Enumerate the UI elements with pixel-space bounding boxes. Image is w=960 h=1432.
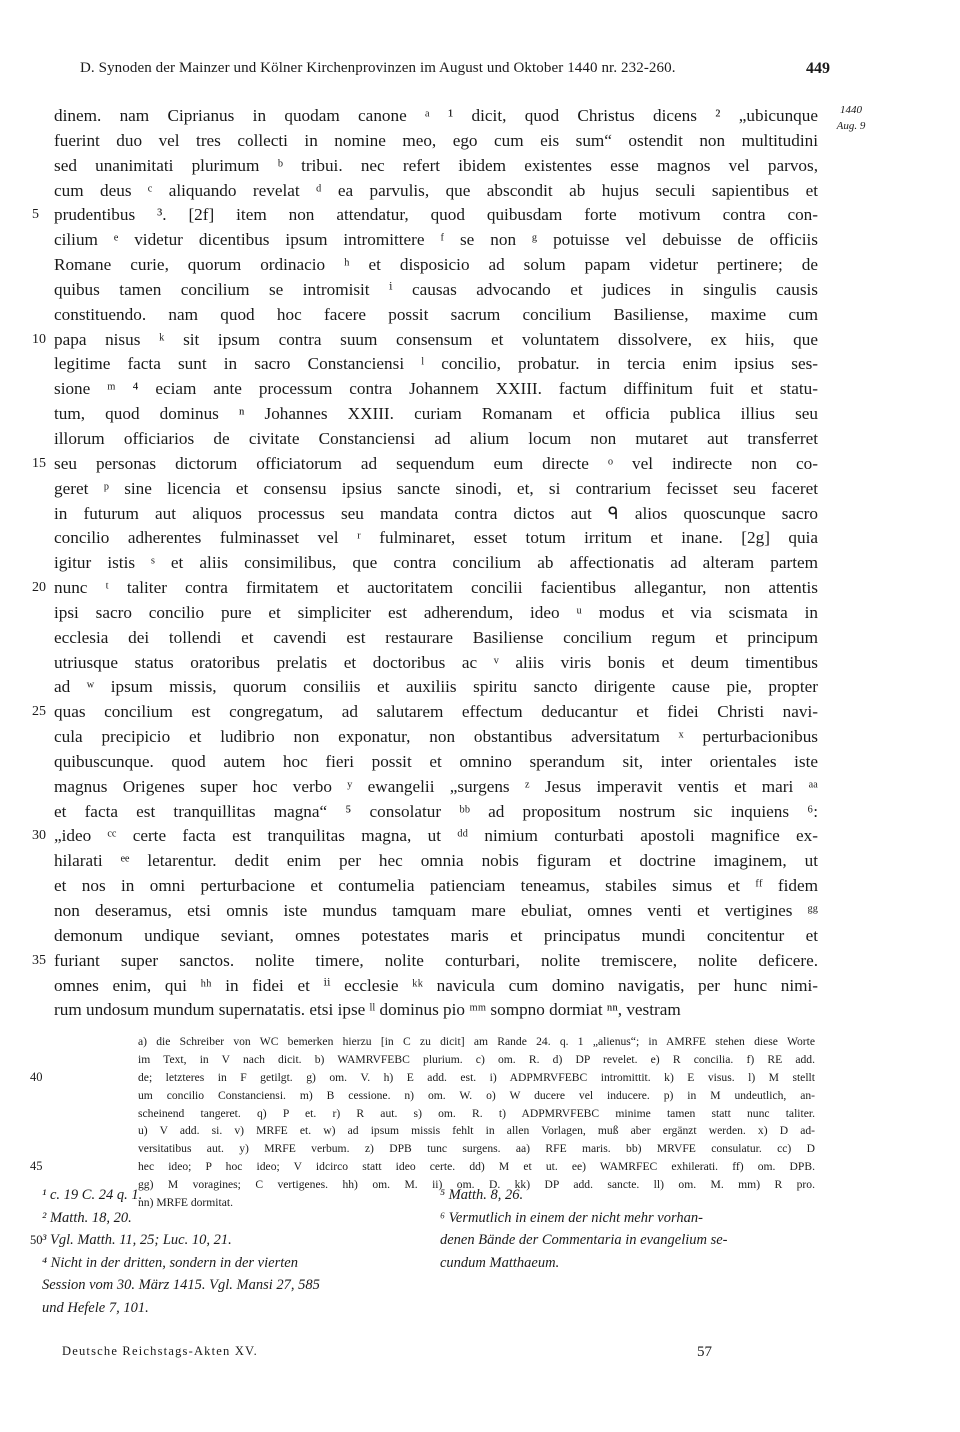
line-text: omnes enim, qui ʰʰ in fidei et ⁱⁱ ecclesie ᵏᵏ navicula cum domino navigatis, per hunc nimi- <box>54 975 818 995</box>
footnote-line <box>0 1207 960 1230</box>
text-line <box>0 526 960 551</box>
apparatus-line <box>0 1069 960 1087</box>
footnote-left: ² Matth. 18, 20. <box>42 1209 132 1226</box>
line-number: 10 <box>32 331 46 347</box>
apparatus-text: gg) M voragines; C vertigenes. hh) om. M. ii) om. D. kk) DP add. sancte. ll) om. M. mm) R pro. <box>138 1178 815 1192</box>
text-line <box>0 402 960 427</box>
line-text: constituendo. nam quod hoc facere possit sacrum concilium Basiliense, maxime cum <box>54 304 818 324</box>
line-text: igitur istis ˢ et aliis consimilibus, que contra concilium ab affectionatis ad alteram partem <box>54 553 818 573</box>
text-line <box>0 675 960 700</box>
line-text: furiant super sanctos. nolite timere, nolite conturbari, nolite tremiscere, nolite deficere. <box>54 950 818 970</box>
line-text: quibuscunque. quod autem hoc fieri possit et omnino sperandum sit, inter orientales iste <box>54 751 818 771</box>
line-text: magnus Origenes super hoc verbo ʸ ewangelii „surgens ᶻ Jesus imperavit ventis et mari ᵃᵃ <box>54 776 818 796</box>
apparatus-text: a) die Schreiber von WC bemerken hierzu [in C zu dicit] am Rande 24. q. 1 „alienus“; in AMRFE stehen diese Worte <box>138 1035 815 1048</box>
apparatus-text: u) V add. si. v) MRFE et. w) ad ipsum missis fehlt in allen Vorlagen, muß aber ergänzt werden. x) D ad- <box>138 1124 815 1138</box>
line-text: rum undosum mundum supernatatis. etsi ipse ˡˡ dominus pio ᵐᵐ sompno dormiat ⁿⁿ, vestram <box>54 1000 681 1020</box>
line-text: nunc ᵗ taliter contra firmitatem et auctoritatem concilii facientibus allegantur, non attentis <box>54 578 818 598</box>
apparatus-line <box>0 1087 960 1105</box>
footnote-left: ³ Vgl. Matth. 11, 25; Luc. 10, 21. <box>42 1232 232 1248</box>
apparatus-text: nn) MRFE dormitat. <box>138 1196 234 1210</box>
margin-date: Aug. 9 <box>836 120 866 132</box>
text-line <box>0 949 960 974</box>
text-line <box>0 998 960 1023</box>
line-text: ad ʷ ipsum missis, quorum consiliis et auxiliis spiritu sancto dirigente cause pie, propter <box>54 677 818 697</box>
apparatus-text: versitatibus aut. y) MRFE verbum. z) DPB tunc surgens. aa) RFE maris. bb) MRVFE consulatur. cc) D <box>138 1142 815 1156</box>
line-number: 30 <box>32 828 46 844</box>
line-text: sione ᵐ ⁴ eciam ante processum contra Johannem XXIII. factum diffinitum fuit et statu- <box>54 379 818 399</box>
text-line <box>0 800 960 825</box>
text-line <box>0 924 960 949</box>
line-text: Romane curie, quorum ordinacio ʰ et disposicio ad solum papam videtur pertinere; de <box>54 255 818 275</box>
line-text: utriusque status oratoribus prelatis et doctoribus ac ᵛ aliis viris bonis et deum timentibus <box>54 652 818 672</box>
text-line <box>0 626 960 651</box>
line-text: dinem. nam Ciprianus in quodam canone ᵃ ¹ dicit, quod Christus dicens ² „ubicunque <box>54 106 818 125</box>
text-line <box>0 477 960 502</box>
apparatus-text: hec ideo; P hoc ideo; V idcirco statt ideo certe. dd) M et ut. ee) WAMRFEC exhilerati. ff) om. DPB. <box>138 1160 815 1174</box>
apparatus-line <box>0 1158 960 1176</box>
line-number: 15 <box>32 455 46 471</box>
text-line <box>0 824 960 849</box>
footnote-line <box>0 1297 960 1320</box>
text-line <box>0 104 960 129</box>
text-line <box>0 551 960 576</box>
line-text: non deseramus, etsi omnis iste mundus tamquam mare ebuliat, omnes venti et vertigines ᵍᵍ <box>54 901 818 920</box>
footnote-line <box>0 1184 960 1207</box>
running-head: D. Synoden der Mainzer und Kölner Kirchenprovinzen im August und Oktober 1440 nr. 232-260. <box>80 60 676 76</box>
text-line <box>0 700 960 725</box>
text-line <box>0 576 960 601</box>
line-text: demonum undique seviant, omnes potestates maris et principatus mundi concitentur et <box>54 925 818 945</box>
sheet-number: 57 <box>697 1344 712 1360</box>
text-line <box>0 899 960 924</box>
text-line <box>0 303 960 328</box>
line-number: 5 <box>32 207 39 223</box>
line-number: 20 <box>32 580 46 596</box>
line-text: sed unanimitati plurimum ᵇ tribui. nec refert ibidem existentes esse magnos vel parvos, <box>54 155 818 175</box>
apparatus-line <box>0 1140 960 1158</box>
text-line <box>0 651 960 676</box>
text-line <box>0 452 960 477</box>
text-line <box>0 775 960 800</box>
text-line <box>0 278 960 303</box>
text-line <box>0 328 960 353</box>
line-text: et facta est tranquillitas magna“ ⁵ consolatur ᵇᵇ ad propositum nostrum sic inquiens ⁶: <box>54 801 818 821</box>
text-line <box>0 179 960 204</box>
footnote-left: und Hefele 7, 101. <box>42 1299 149 1316</box>
text-line <box>0 849 960 874</box>
text-line <box>0 601 960 626</box>
line-text: ipsi sacro concilio pure et simpliciter est adherendum, ideo ᵘ modus et via scismata in <box>54 602 818 622</box>
footnotes <box>0 1184 960 1319</box>
footnote-left: Session vom 30. März 1415. Vgl. Mansi 27, 585 <box>42 1277 320 1293</box>
line-text: „ideo ᶜᶜ certe facta est tranquilitas magna, ut ᵈᵈ nimium conturbati apostoli magnifice ex- <box>54 826 818 846</box>
footnote-line <box>0 1252 960 1275</box>
apparatus-text: scheinend tangeret. q) P et. r) R aut. s) om. R. t) ADPMRVFEBC minime tamen statt nunc taliter. <box>138 1106 815 1120</box>
page-number: 449 <box>806 60 830 77</box>
text-line <box>0 427 960 452</box>
line-text: illorum officiarios de civitate Constanciensi ad alium locum non mutaret aut transferret <box>54 428 818 448</box>
line-text: in futurum aut aliquos processus seu mandata contra dictos aut ᑫ alios quoscunque sacro <box>54 503 818 523</box>
line-number: 40 <box>30 1069 43 1084</box>
apparatus-line <box>0 1122 960 1140</box>
apparatus-text: im Text, in V nach dicit. b) WAMRVFEBC plurium. c) om. R. d) DP revelet. e) R concilia. f) RE add. <box>138 1052 815 1066</box>
imprint: Deutsche Reichstags-Akten XV. <box>62 1344 258 1358</box>
footnote-left: ¹ c. 19 C. 24 q. 1. <box>42 1187 143 1203</box>
text-line <box>0 377 960 402</box>
line-text: cula precipicio et ludibrio non exponatur, non obstantibus adversitatum ˣ perturbacionibus <box>54 727 818 747</box>
line-text: seu personas dictorum officiatorum ad sequendum eum directe ᵒ vel indirecte non co- <box>54 453 818 473</box>
text-line <box>0 502 960 527</box>
line-text: papa nisus ᵏ sit ipsum contra suum consensum et voluntatem dissolvere, ex hiis, que <box>54 329 818 349</box>
footnote-left: ⁴ Nicht in der dritten, sondern in der vierten <box>42 1254 298 1271</box>
line-text: tum, quod dominus ⁿ Johannes XXIII. curiam Romanam et officia publica illius seu <box>54 404 818 424</box>
text-line <box>0 154 960 179</box>
text-line <box>0 725 960 750</box>
line-text: cilium ᵉ videtur dicentibus ipsum intromittere ᶠ se non ᵍ potuisse vel debuisse de officiis <box>54 230 818 250</box>
text-line <box>0 203 960 228</box>
footnote-right: ⁵ Matth. 8, 26. <box>440 1187 524 1203</box>
line-text: ecclesia dei tollendi et cavendi est restaurare Basiliense concilium regum et principum <box>54 627 818 647</box>
footnote-line <box>0 1229 960 1252</box>
line-text: legitime facta sunt in sacro Constanciensi ˡ concilio, probatur. in tercia enim ipsius ses- <box>54 354 818 374</box>
line-text: fuerint duo vel tres collecti in nomine meo, ego cum eis sum“ ostendit non multitudini <box>54 130 818 150</box>
line-text: cum deus ᶜ aliquando revelat ᵈ ea parvulis, que abscondit ab hujus seculi sapientibus et <box>54 180 818 200</box>
line-text: geret ᵖ sine licencia et consensu ipsius sancte sinodi, et, si contrarium fecisset seu faceret <box>54 478 818 498</box>
footnote-right: ⁶ Vermutlich in einem der nicht mehr vorhan- <box>440 1209 703 1226</box>
line-text: hilarati ᵉᵉ letarentur. dedit enim per hec omnia nobis figuram et doctrine imaginem, ut <box>54 851 818 871</box>
apparatus-text: um concilio Constanciensi. m) B cessione. n) om. W. o) W ducere vel inducere. p) in M undeutlich, an- <box>138 1088 815 1102</box>
text-line <box>0 129 960 154</box>
apparatus-text: de; letzteres in F getilgt. g) om. V. h) E add. est. i) ADPMRVFEBC intromittit. k) E visus. l) M stellt <box>138 1070 815 1084</box>
main-text <box>0 104 960 1023</box>
text-line <box>0 974 960 999</box>
apparatus-line <box>0 1033 960 1051</box>
apparatus-line <box>0 1105 960 1123</box>
line-text: prudentibus ³. [2f] item non attendatur, quod quibusdam forte motivum contra con- <box>54 205 818 225</box>
footnote-right: cundum Matthaeum. <box>440 1254 560 1271</box>
line-number: 25 <box>32 704 46 720</box>
text-line <box>0 253 960 278</box>
text-line <box>0 228 960 253</box>
footnote-line <box>0 1274 960 1297</box>
line-text: et nos in omni perturbacione et contumelia patienciam teneamus, stabiles simus et ᶠᶠ fidem <box>54 876 818 896</box>
margin-year: 1440 <box>840 104 862 116</box>
footnote-right: denen Bände der Commentaria in evangelium se- <box>440 1232 728 1248</box>
apparatus-line <box>0 1051 960 1069</box>
line-text: concilio adherentes fulminasset vel ʳ fulminaret, esset totum irritum et inane. [2g] quia <box>54 528 818 548</box>
line-number: 50 <box>30 1233 43 1247</box>
line-text: quas concilium est congregatum, ad salutarem effectum deducantur et fidei Christi navi- <box>54 702 818 722</box>
line-text: quibus tamen concilium se intromisit ⁱ causas advocando et judices in singulis causis <box>54 279 818 299</box>
line-number: 35 <box>32 952 46 968</box>
text-line <box>0 352 960 377</box>
text-line <box>0 750 960 775</box>
line-number: 45 <box>30 1159 43 1174</box>
text-line <box>0 874 960 899</box>
